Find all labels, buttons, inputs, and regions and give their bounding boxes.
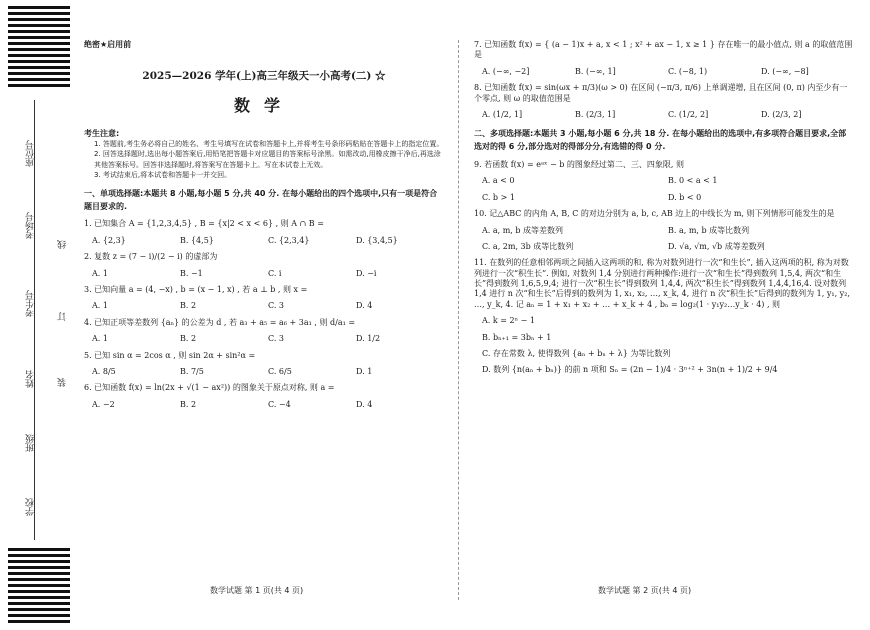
page-divider [458,40,459,600]
option: D. 4 [356,301,373,311]
question-1-options [92,236,444,246]
option: D. b < 0 [668,192,702,202]
option: A. 1 [92,301,108,311]
name-label: 姓名 [26,370,36,388]
exam-title: 2025—2026 学年(上)高三年级天一小高考(二) ☆ [142,70,386,83]
option: B. (−∞, 1] [575,66,616,76]
bind-line-mark: 线 [58,240,68,249]
option: B. {4,5} [180,235,214,245]
option: B. 0 < a < 1 [668,176,718,186]
option: D. −i [356,268,377,278]
question-10-options [482,226,854,236]
option: C. 存在常数 λ, 使得数列 {aₙ + bₙ + λ} 为等比数列 [482,349,671,359]
option: C. i [268,268,282,278]
notice-item: 3. 考试结束后,将本试卷和答题卡一并交回。 [94,170,232,179]
question-8-options [482,110,854,120]
question-9-options [482,176,854,186]
option: B. −1 [180,268,203,278]
option: C. {2,3,4} [268,235,310,245]
question-11: 11. 在数列的任意相邻两项之间插入这两项的和, 称为对数列进行一次“和生长”, 插入这两项的积, 称为对数列进行一次“积生长”. 例如, 对数列 1,4 分别进行两种操作:进行一次“和生长”得到数列 1,5,4, 两次“和生长”得到数列 1,6,5,9,4; 进行一次“积生长”得到数列 1,4,4, 两次“积生长”得到数列 1,4,4,16,4. 设对数列 1,4 进行 n 次“和生长”后得到的数列为 1, x₁, x₂, …, x_k, 4, 进行 n 次“积生长”后得到的数列为 1, y₁, y₂, …, y_k, 4. 记 aₙ = 1 + x₁ + x₂ + … + x_k + 4 , bₙ = log₂(1 · y₁y₂…y_k · 4) , 则 [474,258,850,309]
option: B. 2 [180,301,197,311]
question-5: 5. 已知 sin α = 2cos α , 则 sin 2α + sin²α = [84,350,256,360]
question-1: 1. 已知集合 A = {1,2,3,4,5} , B = {x|2 < x < 6} , 则 A ∩ B = [84,219,324,229]
option: C. a, 2m, 3b 成等比数列 [482,241,574,251]
question-9-options-row2 [482,193,854,203]
option: B. a, m, b 成等比数列 [668,225,750,235]
option: D. 1/2 [356,334,381,344]
question-10: 10. 记△ABC 的内角 A, B, C 的对边分别为 a, b, c, AB 边上的中线长为 m, 则下列情形可能发生的是 [474,209,835,219]
question-2-options [92,269,444,279]
option: C. (−8, 1) [668,66,708,76]
question-9: 9. 若函数 f(x) = eᵃˣ − b 的图象经过第二、三、四象限, 则 [474,159,684,169]
question-7: 7. 已知函数 f(x) = { (a − 1)x + a, x < 1 ; x² + ax − 1, x ≥ 1 } 存在唯一的最小值点, 则 a 的取值范围是 [474,40,853,60]
secret-mark: 绝密★启用前 [84,40,132,49]
subject-title: 数学 [233,96,294,116]
question-6-options [92,400,444,410]
question-3: 3. 已知向量 a = (4, −x) , b = (x − 1, x) , 若 a ⊥ b , 则 x = [84,284,308,294]
seat-label: 座位号 [26,140,36,167]
question-8: 8. 已知函数 f(x) = sin(ωx + π/3)(ω > 0) 在区间 (−π/3, π/6) 上单调递增, 且在区间 (0, π) 内至少有一个零点, 则 ω 的取值范围是 [474,83,848,103]
option: A. 1 [92,268,108,278]
option: A. 1 [92,334,108,344]
option: A. a < 0 [482,176,515,186]
class-label: 班级 [26,434,36,452]
bind-bind-mark: 装 [58,378,68,387]
option: D. 4 [356,399,373,409]
page-1 [84,40,444,410]
question-4-options [92,334,444,344]
option: A. (1/2, 1] [482,109,523,119]
option: D. {3,4,5} [356,235,398,245]
page-2-footer: 数学试题 第 2 页(共 4 页) [598,586,692,595]
option: A. a, m, b 成等差数列 [482,225,564,235]
option: A. (−∞, −2] [482,66,530,76]
option: C. (1/2, 2] [668,109,709,119]
question-11-options [482,316,854,376]
option: A. {2,3} [92,235,126,245]
option: A. −2 [92,399,115,409]
section-2-heading: 二、多项选择题:本题共 3 小题,每小题 6 分,共 18 分. 在每小题给出的选项中,有多项符合题目要求,全部选对的得 6 分,部分选对的得部分分,有选错的得 0 分. [474,129,847,152]
school-label: 学校 [26,498,36,516]
question-6: 6. 已知函数 f(x) = ln(2x + √(1 − ax²)) 的图象关于原点对称, 则 a = [84,383,335,393]
option: B. (2/3, 1] [575,109,616,119]
option: B. bₙ₊₁ = 3bₙ + 1 [482,332,552,342]
page-1-footer: 数学试题 第 1 页(共 4 页) [210,586,304,595]
question-4: 4. 已知正项等差数列 {aₙ} 的公差为 d , 若 a₃ + a₅ = a₆ + 3a₁ , 则 d/a₁ = [84,317,356,327]
option: B. 2 [180,334,197,344]
option: C. −4 [268,399,291,409]
notice-item: 2. 回答选择题时,选出每小题答案后,用铅笔把答题卡对应题目的答案标号涂黑。如需改动,用橡皮擦干净后,再选涂其他答案标号。回答非选择题时,将答案写在答题卡上。写在本试卷上无效。 [94,150,441,169]
notice-item: 1. 答题前,考生务必将自己的姓名、考生号填写在试卷和答题卡上,并将考生号条形码粘贴在答题卡上的指定位置。 [94,140,444,149]
notice-list [94,139,444,180]
candidate-no-label: 考生号 [26,290,36,317]
question-5-options [92,367,444,377]
option: D. √a, √m, √b 成等差数列 [668,241,765,251]
option: C. 3 [268,301,285,311]
page-2 [474,40,854,376]
notice-heading: 考生注意: [84,128,120,138]
question-3-options [92,301,444,311]
option: D. (2/3, 2] [761,109,802,119]
option: A. k = 2ⁿ − 1 [482,316,535,326]
exam-room-label: 考场号 [26,212,36,239]
option: B. 7/5 [180,366,204,376]
option: C. b > 1 [482,192,515,202]
option: D. 数列 {n(aₙ + bₙ)} 的前 n 项和 Sₙ = (2n − 1)/4 · 3ⁿ⁺² + 3n(n + 1)/2 + 9/4 [482,365,778,375]
bind-staple-mark: 订 [58,312,68,321]
option: B. 2 [180,399,197,409]
section-1-heading: 一、单项选择题:本题共 8 小题,每小题 5 分,共 40 分. 在每小题给出的四个选项中,只有一项是符合题目要求的. [84,188,438,211]
question-7-options [482,67,854,77]
question-2: 2. 复数 z = (7 − i)/(2 − i) 的虚部为 [84,252,218,262]
option: D. (−∞, −8] [761,66,809,76]
question-10-options-row2 [482,242,854,252]
option: C. 3 [268,334,285,344]
option: A. 8/5 [92,366,116,376]
option: C. 6/5 [268,366,292,376]
option: D. 1 [356,366,373,376]
